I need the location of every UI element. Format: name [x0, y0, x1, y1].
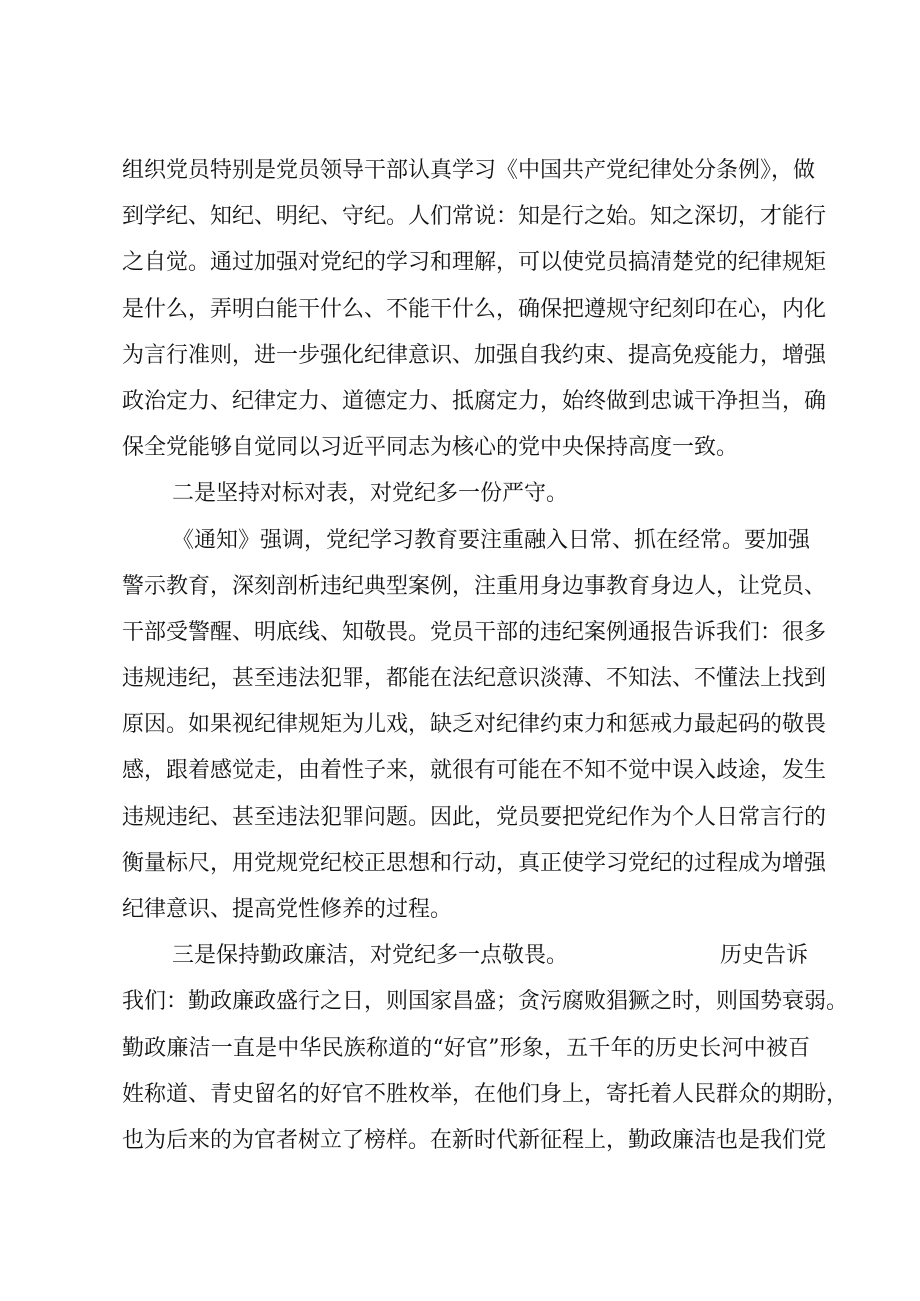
section-heading-3-tail: 历史告诉 [719, 943, 808, 969]
text-line: 也为后来的为官者树立了榜样。在新时代新征程上，勤政廉洁也是我们党 [122, 1127, 827, 1153]
paragraph-2 [122, 518, 827, 934]
document-body [122, 148, 849, 1164]
text-line: 纪律意识、提高党性修养的过程。 [122, 897, 453, 922]
text-line: 违规违纪，甚至违法犯罪，都能在法纪意识淡薄、不知法、不懂法上找到 [122, 666, 827, 692]
text-line: 为言行准则，进一步强化纪律意识、加强自我约束、提高免疫能力，增强 [122, 342, 827, 368]
text-line: 是什么，弄明白能干什么、不能干什么，确保把遵规守纪刻印在心，内化 [122, 296, 827, 322]
section-heading-3: 三是保持勤政廉洁，对党纪多一点敬畏。 [172, 943, 569, 969]
section-heading-3-line [122, 933, 810, 979]
text-line: 到学纪、知纪、明纪、守纪。人们常说：知是行之始。知之深切，才能行 [122, 204, 827, 230]
text-line: 干部受警醒、明底线、知敬畏。党员干部的违纪案例通报告诉我们：很多 [122, 619, 827, 645]
paragraph-1 [122, 148, 827, 471]
text-line: 我们：勤政廉政盛行之日，则国家昌盛；贪污腐败猖獗之时，则国势衰弱。 [122, 989, 849, 1015]
text-line: 违规违纪、甚至违法犯罪问题。因此，党员要把党纪作为个人日常言行的 [122, 804, 827, 830]
text-line: 勤政廉洁一直是中华民族称道的“好官”形象，五千年的历史长河中被百 [122, 1035, 810, 1061]
text-line: 《通知》强调，党纪学习教育要注重融入日常、抓在经常。要加强 [172, 527, 811, 553]
section-heading-2: 二是坚持对标对表，对党纪多一份严守。 [172, 481, 569, 507]
paragraph-3 [122, 979, 849, 1164]
text-line: 之自觉。通过加强对党纪的学习和理解，可以使党员搞清楚党的纪律规矩 [122, 250, 827, 276]
text-line: 原因。如果视纪律规矩为儿戏，缺乏对纪律约束力和惩戒力最起码的敬畏 [122, 712, 827, 738]
text-line: 衡量标尺，用党规党纪校正思想和行动，真正使学习党纪的过程成为增强 [122, 850, 827, 876]
text-line: 保全党能够自觉同以习近平同志为核心的党中央保持高度一致。 [122, 435, 739, 461]
text-line: 姓称道、青史留名的好官不胜枚举，在他们身上，寄托着人民群众的期盼， [122, 1081, 849, 1107]
text-line: 感，跟着感觉走，由着性子来，就很有可能在不知不觉中误入歧途，发生 [122, 758, 827, 784]
text-line: 政治定力、纪律定力、道德定力、抵腐定力，始终做到忠诚干净担当，确 [122, 388, 827, 414]
text-line: 组织党员特别是党员领导干部认真学习《中国共产党纪律处分条例》，做 [122, 158, 816, 183]
text-line: 警示教育，深刻剖析违纪典型案例，注重用身边事教育身边人，让党员、 [122, 573, 827, 599]
